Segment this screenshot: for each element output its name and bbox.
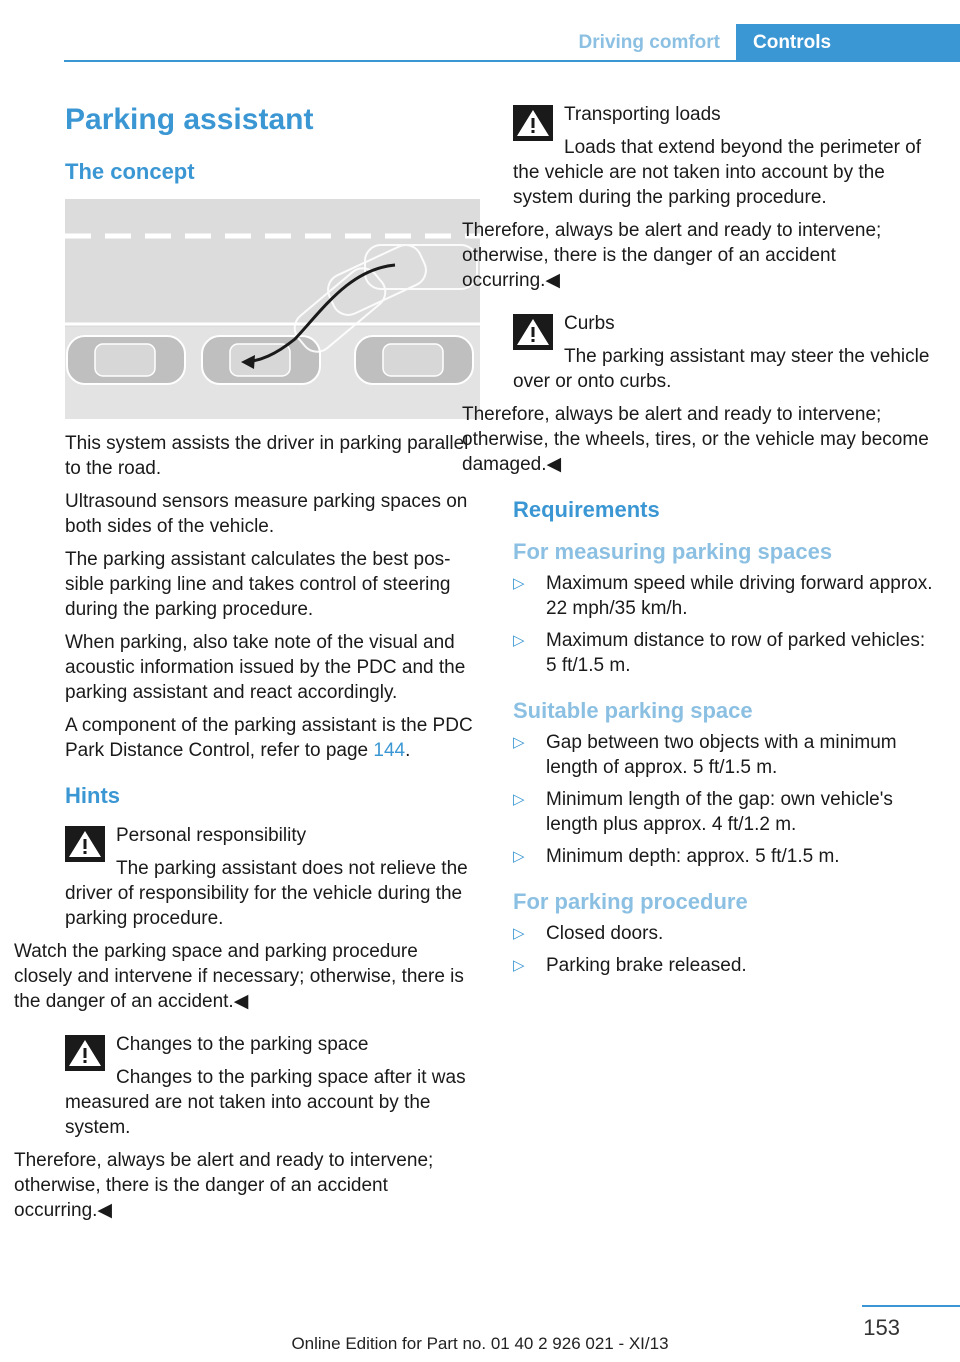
warning-triangle-icon <box>65 1035 105 1071</box>
section-heading-hints: Hints <box>65 783 120 808</box>
list-item: ▷ Maximum distance to row of parked vehicles: 5 ft/1.5 m. <box>513 628 933 678</box>
warning-triangle-icon <box>513 105 553 141</box>
page-reference-link[interactable]: 144 <box>373 740 406 761</box>
concept-paragraph: When parking, also take note of the visual and acoustic information issued by the PDC and the parking assistant and react accordingly. <box>65 632 466 703</box>
suitable-list <box>513 730 933 869</box>
subheading-suitable-space: Suitable parking space <box>513 698 753 723</box>
right-column <box>462 102 933 986</box>
warning-first-line: Loads that extend beyond the perimeter of the vehicle are not taken into account by the system during the parking procedure. <box>513 137 922 208</box>
page-title: Parking assistant <box>65 103 314 136</box>
left-column <box>14 100 481 1231</box>
list-item: ▷ Minimum length of the gap: own vehicle's length plus approx. 4 ft/1.2 m. <box>513 787 933 837</box>
warning-paragraph: Therefore, always be alert and ready to intervene; otherwise, the wheels, tires, or the vehicle may become damaged.◀ <box>462 404 929 475</box>
list-item: ▷ Maximum speed while driving forward approx. 22 mph/35 km/h. <box>513 571 933 621</box>
concept-paragraph: This system assists the driver in parking parallel to the road. <box>65 433 469 479</box>
parking-illustration <box>65 199 480 419</box>
section-heading-requirements: Requirements <box>513 497 660 522</box>
warning-paragraph: Therefore, always be alert and ready to intervene; otherwise, there is the danger of an accident occurring.◀ <box>14 1150 434 1221</box>
procedure-list <box>513 921 933 978</box>
warning-triangle-icon <box>65 826 105 862</box>
warning-triangle-icon <box>513 314 553 350</box>
running-header-chapter: Controls <box>736 24 960 60</box>
warning-block <box>65 1032 481 1140</box>
warning-paragraph: Therefore, always be alert and ready to intervene; otherwise, there is the danger of an accident occurring.◀ <box>462 220 882 291</box>
footer-edition: Online Edition for Part no. 01 40 2 926 021 - XI/13 <box>291 1334 669 1353</box>
header-rule <box>64 60 960 62</box>
component-paragraph: A component of the parking assistant is the PDC Park Distance Control, refer to page 144. <box>65 715 473 761</box>
warning-first-line: The parking assistant may steer the vehicle over or onto curbs. <box>513 346 930 392</box>
warning-paragraph: Watch the parking space and parking procedure closely and intervene if necessary; otherwise, there is the danger of an accident.◀ <box>14 941 464 1012</box>
page-number: 153 <box>863 1315 900 1340</box>
warning-title: Personal responsibility <box>116 825 307 846</box>
warning-block <box>65 823 481 931</box>
warning-title: Transporting loads <box>564 104 721 125</box>
list-item: ▷ Closed doors. <box>513 921 933 946</box>
concept-paragraph: Ultrasound sensors measure parking spaces on both sides of the vehicle. <box>65 491 468 537</box>
warning-title: Curbs <box>564 313 615 334</box>
list-item: ▷ Parking brake released. <box>513 953 933 978</box>
warning-block <box>513 311 933 394</box>
list-item: ▷ Minimum depth: approx. 5 ft/1.5 m. <box>513 844 933 869</box>
warning-first-line: The parking assistant does not relieve the driver of responsibility for the vehicle during the parking procedure. <box>65 858 468 929</box>
subheading-measuring: For measuring parking spaces <box>513 539 833 564</box>
measuring-list <box>513 571 933 678</box>
subheading-procedure: For parking procedure <box>513 889 748 914</box>
list-item: ▷ Gap between two objects with a minimum length of approx. 5 ft/1.5 m. <box>513 730 933 780</box>
warning-first-line: Changes to the parking space after it was measured are not taken into account by the system. <box>65 1067 466 1138</box>
running-header-section: Driving comfort <box>578 32 720 53</box>
warning-block <box>513 102 933 210</box>
page-number-rule <box>862 1305 960 1307</box>
concept-paragraph: The parking assistant calculates the best possible parking line and takes control of steering during the parking procedure. <box>65 549 451 620</box>
warning-title: Changes to the parking space <box>116 1034 369 1055</box>
section-heading-concept: The concept <box>65 159 195 184</box>
